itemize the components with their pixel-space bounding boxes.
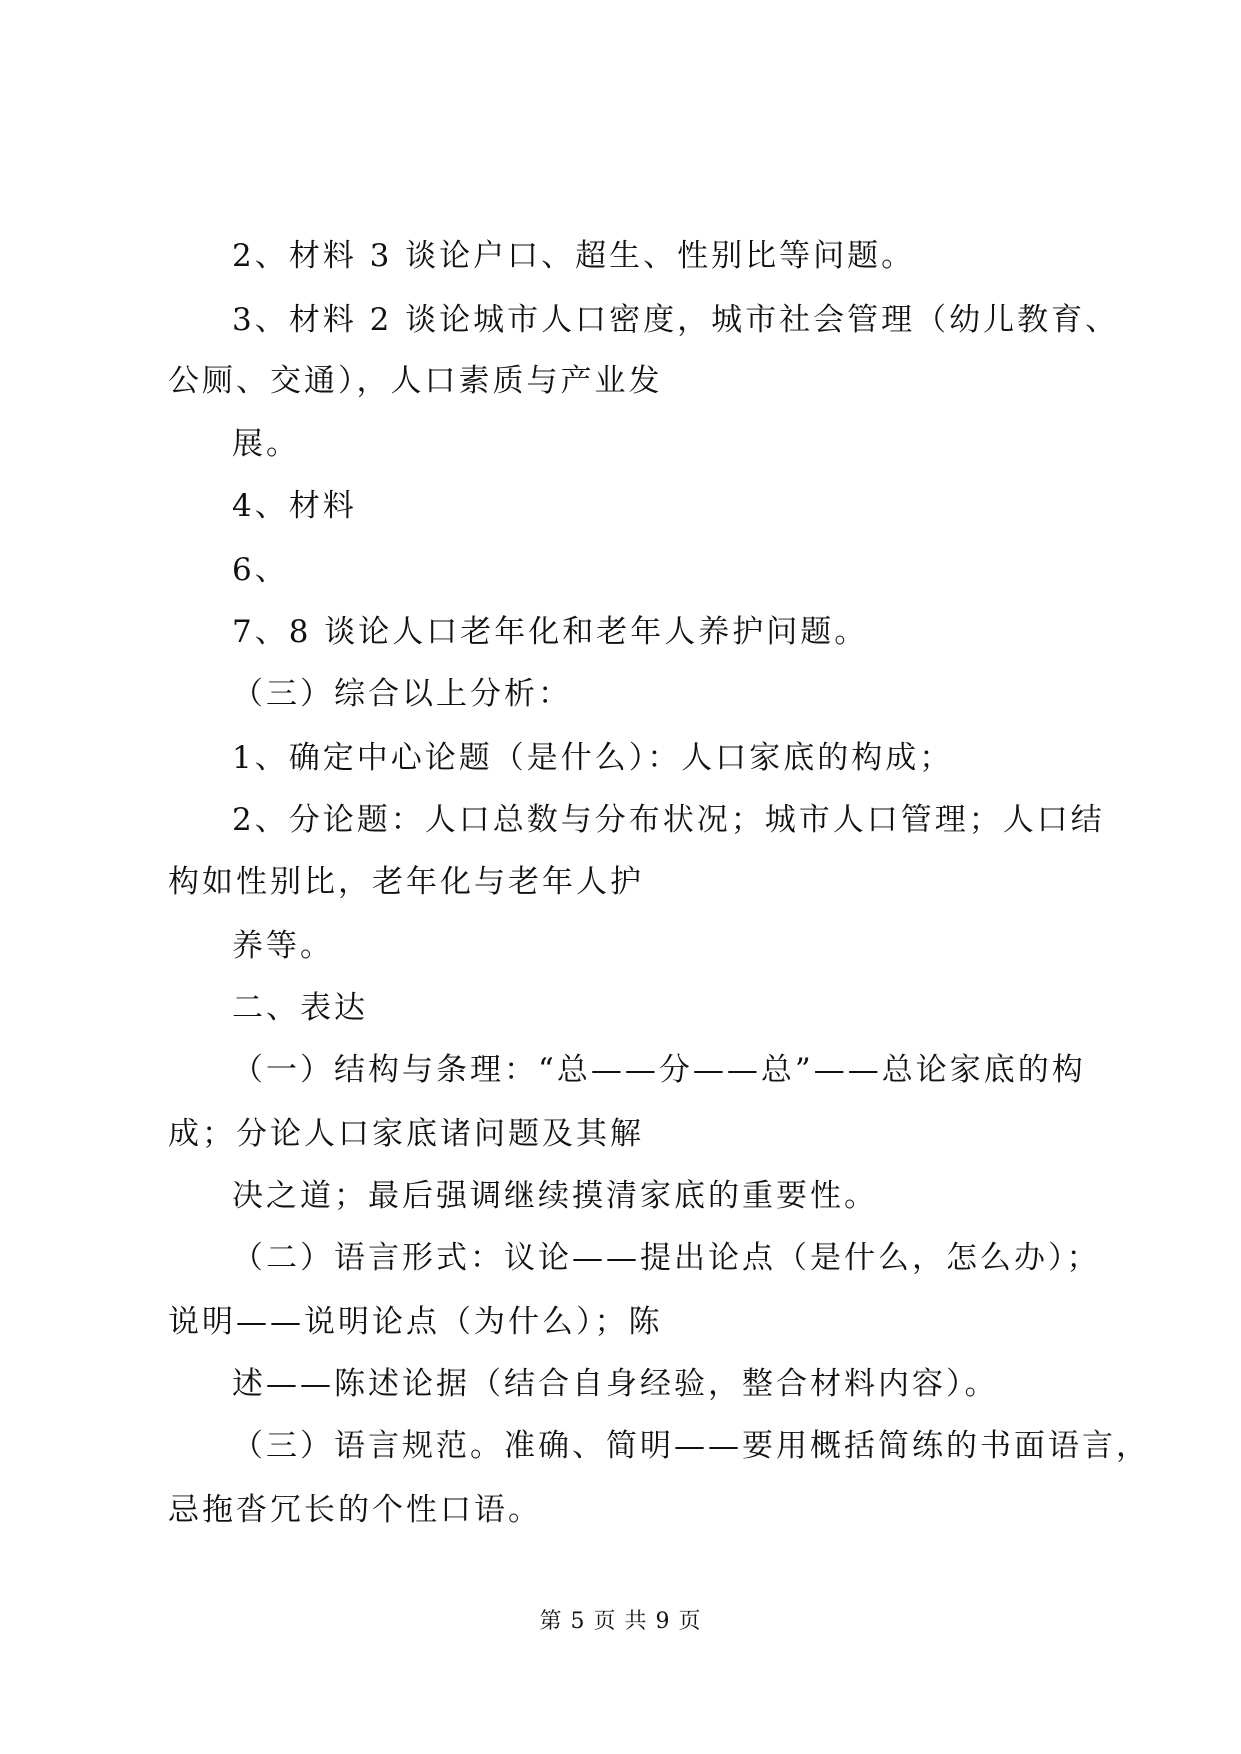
- text-line: 6、: [232, 552, 289, 588]
- section-heading: 二、表达: [232, 990, 368, 1026]
- text-line: 7、8 谈论人口老年化和老年人养护问题。: [232, 614, 869, 650]
- text-line: （三）语言规范。准确、简明——要用概括简练的书面语言，: [232, 1428, 1150, 1464]
- text-line: （二）语言形式：议论——提出论点（是什么，怎么办）；: [232, 1240, 1101, 1276]
- text-line: 说明——说明论点（为什么）；陈: [168, 1304, 663, 1340]
- text-line: 公厕、交通），人口素质与产业发: [168, 363, 663, 399]
- page-number-footer: 第 5 页 共 9 页: [539, 1609, 702, 1634]
- text-line: （三）综合以上分析：: [232, 676, 572, 712]
- text-line: 成；分论人口家底诸问题及其解: [168, 1116, 644, 1152]
- text-line: 忌拖沓冗长的个性口语。: [168, 1492, 542, 1528]
- text-line: （一）结构与条理：“总——分——总”——总论家底的构: [232, 1052, 1086, 1088]
- text-line: 构如性别比，老年化与老年人护: [168, 864, 644, 900]
- text-line: 2、分论题：人口总数与分布状况；城市人口管理；人口结: [232, 802, 1105, 838]
- text-line: 展。: [232, 426, 300, 462]
- text-line: 2、材料 3 谈论户口、超生、性别比等问题。: [232, 238, 916, 274]
- text-line: 3、材料 2 谈论城市人口密度，城市社会管理（幼儿教育、: [232, 302, 1120, 338]
- text-line: 决之道；最后强调继续摸清家底的重要性。: [232, 1178, 878, 1214]
- text-line: 1、确定中心论题（是什么）：人口家底的构成；: [232, 740, 954, 776]
- text-line: 4、材料: [232, 488, 357, 524]
- text-line: 述——陈述论据（结合自身经验，整合材料内容）。: [232, 1366, 999, 1402]
- text-line: 养等。: [232, 928, 334, 964]
